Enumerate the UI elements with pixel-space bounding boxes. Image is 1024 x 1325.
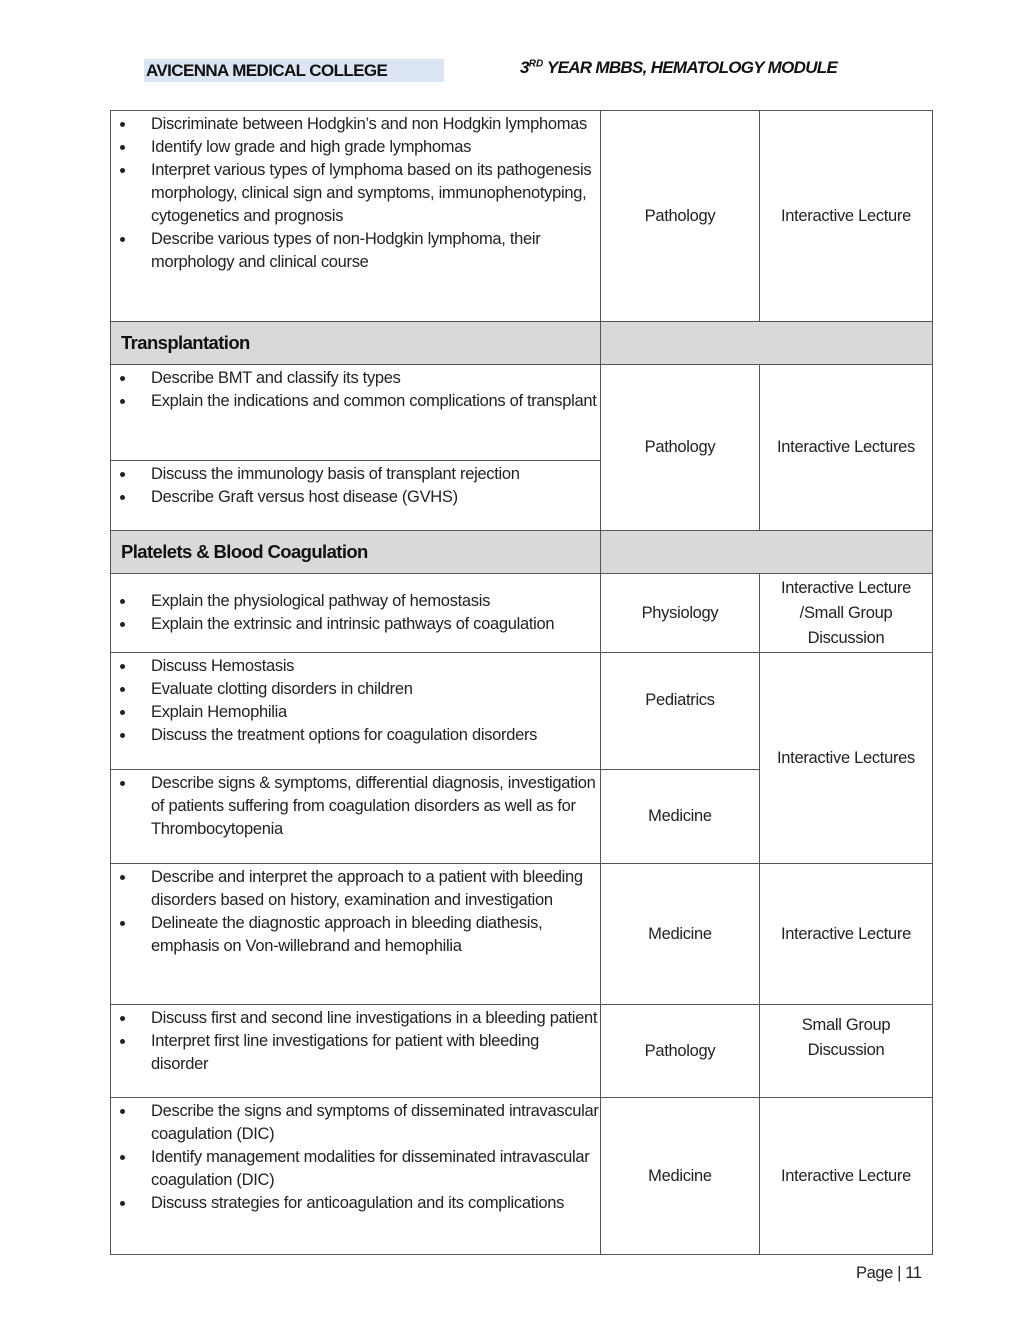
pediatrics-department-cell <box>600 652 760 770</box>
method-label: Interactive Lecture <box>780 206 912 225</box>
department-label: Pathology <box>644 438 716 456</box>
objective-item: Explain Hemophilia <box>111 701 600 724</box>
objective-item: Explain the indications and common complications of transplant <box>111 390 600 413</box>
objective-item: Discuss strategies for anticoagulation and its complications <box>111 1192 600 1215</box>
objective-item: Describe and interpret the approach to a patient with bleeding disorders based on history, examination and investigation <box>111 866 600 912</box>
transplant-department-cell <box>600 364 760 531</box>
objective-item: Explain the extrinsic and intrinsic pathways of coagulation <box>111 613 600 636</box>
module-name: YEAR MBBS, HEMATOLOGY MODULE <box>543 58 838 77</box>
transplant-objectives-cell <box>110 364 601 461</box>
objective-item: Interpret first line investigations for patient with bleeding disorder <box>111 1030 600 1076</box>
college-name: AVICENNA MEDICAL COLLEGE <box>144 59 444 82</box>
curriculum-table <box>110 110 933 1255</box>
page-number: Page | 11 <box>856 1264 922 1282</box>
method-label: Small Group <box>801 1016 891 1034</box>
bleeding-method-cell <box>759 863 933 1005</box>
objective-list <box>111 866 600 958</box>
objective-item: Describe signs & symptoms, differential diagnosis, investigation of patients suffering from coagulation disorders as well as for Thrombocytopenia <box>111 772 600 841</box>
method-label: /Small Group <box>799 603 893 622</box>
module-year-number: 3 <box>520 58 529 77</box>
section-heading-platelets <box>110 530 601 574</box>
coagulation-medicine-department-cell <box>600 769 760 864</box>
objective-item: Discuss first and second line investigations in a bleeding patient <box>111 1007 600 1030</box>
objective-list <box>111 590 600 636</box>
module-title <box>520 58 837 78</box>
hemostasis-department-cell <box>600 573 760 653</box>
objective-list <box>111 1007 600 1076</box>
objective-item: Discuss the treatment options for coagulation disorders <box>111 724 600 747</box>
objective-item: Interpret various types of lymphoma based on its pathogenesis morphology, clinical sign and symptoms, immunophenotyping, cytogenetics and prognosis <box>111 159 600 228</box>
section-heading-text: Platelets & Blood Coagulation <box>121 541 368 562</box>
method-label: Interactive Lectures <box>777 748 915 767</box>
objective-item: Discriminate between Hodgkin’s and non Hodgkin lymphomas <box>111 113 600 136</box>
method-label: Interactive Lectures <box>777 438 915 456</box>
method-label: Discussion <box>807 628 885 647</box>
objective-item: Discuss the immunology basis of transplant rejection <box>111 463 600 486</box>
objective-item: Describe Graft versus host disease (GVHS) <box>111 486 600 509</box>
objective-item: Describe various types of non-Hodgkin lymphoma, their morphology and clinical course <box>111 228 600 274</box>
section-heading-text: Transplantation <box>121 332 250 353</box>
hemostasis-objectives-cell <box>110 573 601 653</box>
objective-item: Explain the physiological pathway of hemostasis <box>111 590 600 613</box>
objective-item: Evaluate clotting disorders in children <box>111 678 600 701</box>
dic-objectives-cell <box>110 1097 601 1255</box>
lymphoma-department-cell <box>600 110 760 322</box>
objective-list <box>111 367 600 413</box>
department-label: Pediatrics <box>645 691 715 709</box>
objective-item: Describe BMT and classify its types <box>111 367 600 390</box>
objective-list <box>111 113 600 274</box>
objective-item: Identify low grade and high grade lymphomas <box>111 136 600 159</box>
module-year-suffix: RD <box>528 58 544 70</box>
section-heading-filler <box>600 530 933 574</box>
objective-item: Discuss Hemostasis <box>111 655 600 678</box>
investigations-department-cell <box>600 1004 760 1098</box>
objective-list <box>111 655 600 747</box>
objective-list <box>111 772 600 841</box>
objective-list <box>111 463 600 509</box>
method-label: Discussion <box>807 1041 885 1059</box>
method-label: Interactive Lecture <box>780 1166 912 1185</box>
transplant-rejection-objectives-cell <box>110 460 601 531</box>
section-heading-transplantation <box>110 321 601 365</box>
objective-item: Describe the signs and symptoms of disseminated intravascular coagulation (DIC) <box>111 1100 600 1146</box>
department-label: Medicine <box>648 924 712 943</box>
objective-item: Delineate the diagnostic approach in bleeding diathesis, emphasis on Von-willebrand and hemophilia <box>111 912 600 958</box>
lymphoma-objectives-cell <box>110 110 601 322</box>
investigations-objectives-cell <box>110 1004 601 1098</box>
bleeding-objectives-cell <box>110 863 601 1005</box>
department-label: Medicine <box>648 807 712 825</box>
coagulation-method-cell <box>759 652 933 864</box>
pediatrics-objectives-cell <box>110 652 601 770</box>
lymphoma-method-cell <box>759 110 933 322</box>
investigations-method-cell <box>759 1004 933 1098</box>
department-label: Medicine <box>648 1166 712 1185</box>
transplant-method-cell <box>759 364 933 531</box>
objective-list <box>111 1100 600 1215</box>
hemostasis-method-cell <box>759 573 933 653</box>
method-label: Interactive Lecture <box>780 924 912 943</box>
objective-item: Identify management modalities for disseminated intravascular coagulation (DIC) <box>111 1146 600 1192</box>
department-label: Pathology <box>644 206 716 225</box>
section-heading-filler <box>600 321 933 365</box>
dic-department-cell <box>600 1097 760 1255</box>
department-label: Physiology <box>641 603 719 622</box>
bleeding-department-cell <box>600 863 760 1005</box>
department-label: Pathology <box>644 1041 716 1060</box>
method-label: Interactive Lecture <box>780 578 912 597</box>
coagulation-medicine-objectives-cell <box>110 769 601 864</box>
dic-method-cell <box>759 1097 933 1255</box>
